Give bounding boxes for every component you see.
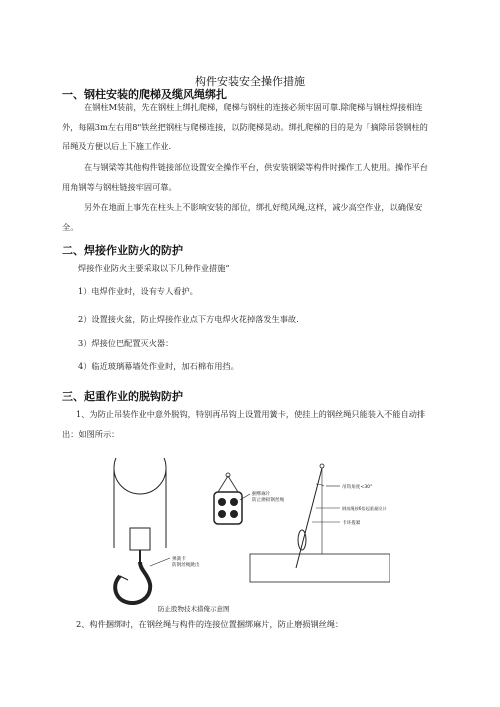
section-2-item: 3）焊接位巴配置灭火器： <box>78 338 174 348</box>
angle-label: 吊钩角度<30° <box>342 485 373 490</box>
section-2-intro: 焊接作业防火主要采取以下几种作业措施“ <box>78 263 230 273</box>
pad-label: 捆绑麻片防止磨损钢丝绳 <box>252 492 285 503</box>
section-1-paragraph-1: 在钢柱M装前，先在钢柱上绑扎爬梯，爬梯与钢柱的连接必须牢固可靠.除爬梯与钢柱焊接相连外，每隔3m左右用8"铁丝把钢柱与爬梯连接，以防爬梯晃动。绑扎爬梯的目的是为「摘除吊袋钢柱的吊绳及方便以后上下施工作业. <box>62 102 428 151</box>
bundle-drawing <box>214 473 285 524</box>
hook-block-drawing <box>114 458 200 603</box>
hook-spring-label-line: 弹簧卡 <box>172 557 186 562</box>
clip-label: 卡环拨紧 <box>342 521 361 526</box>
section-1-heading: 一、钢柱安装的爬梯及缆风绳绑扎 <box>62 88 227 101</box>
figure-caption: 防止股物技术措俺示意图 <box>158 605 230 613</box>
section-2-item: 4）临近玻璃幕墙处作业时，加石棉布用挡。 <box>78 361 239 371</box>
section-3-heading: 三、起重作业的脱钩防护 <box>62 390 183 403</box>
sling-drawing <box>250 464 390 582</box>
hook-protection-figure <box>100 458 390 608</box>
section-2-item: 2）设置接火盆，防止焊接作业点下方电焊火花掉落发生事故. <box>78 314 299 324</box>
hook-spring-label-line: 防钢丝绳跳出 <box>172 563 200 568</box>
section-2-heading: 二、焊接作业防火的防护 <box>62 244 183 257</box>
hook-spring-label <box>172 555 200 568</box>
section-3-paragraph-2: 2、构件捆绑时，在钢丝绳与构件的连接位置捆绑麻片，防止磨损钢丝绳： <box>76 619 344 629</box>
section-1-paragraph-2: 在与钢梁等其他构件链接部位设置安全操作平台，供安装钢梁等构件时操作工人使用。操作平台用角钢等与钢柱链接牢固可靠。 <box>62 162 428 192</box>
document-title: 构件安装安全操作措施 <box>195 75 305 88</box>
section-2-item: 1）电焊作业时，设有专人看护。 <box>78 286 198 296</box>
section-3-paragraph-1: 1、为防止吊装作业中意外脱钩，特别再吊钩上设置用簧卡，使挂上的钢丝绳只能装入不能自动排出：如图所示： <box>62 409 426 439</box>
rope-label: 钢丝绳按6倍起重量设计 <box>342 506 387 511</box>
section-1-paragraph-3: 另外在地面上事先在柱头上不影响安装的部位，绑扎好缆风绳,这样，减少高空作业，以确保安全。 <box>62 202 423 232</box>
